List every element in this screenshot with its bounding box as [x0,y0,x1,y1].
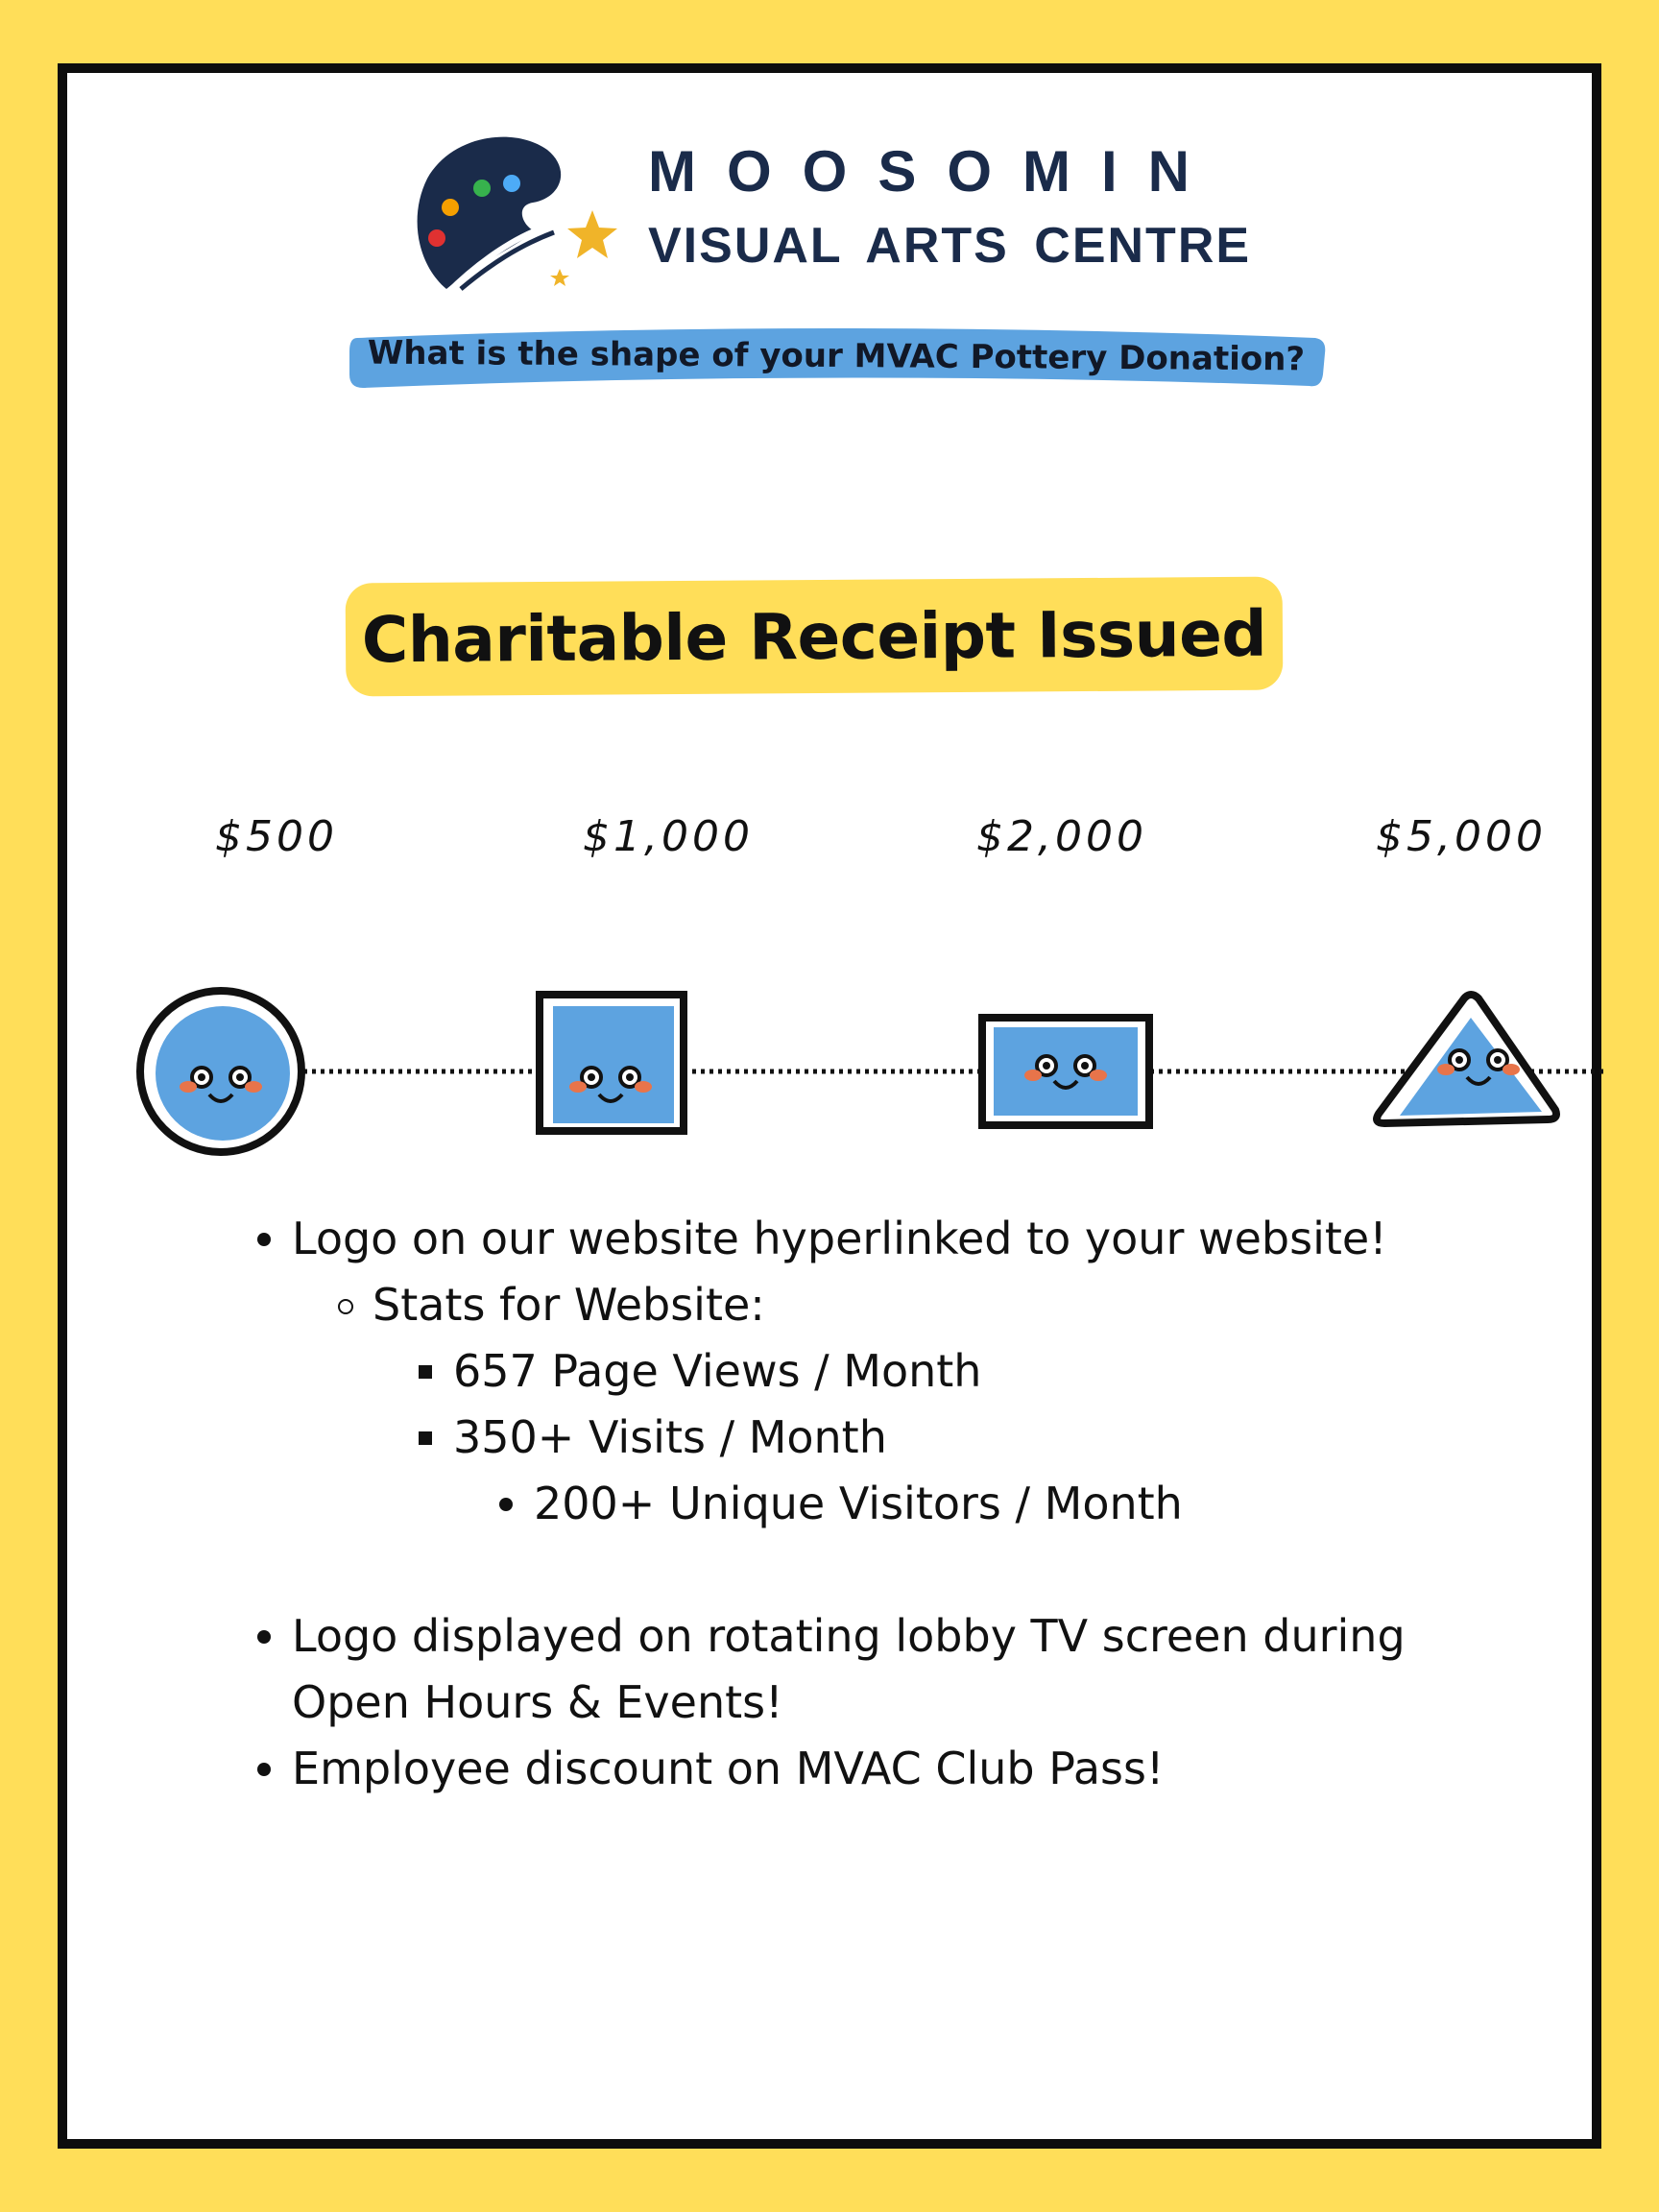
benefit-website: Logo on our website hyperlinked to your website! [292,1213,1387,1264]
bullet-square-icon [419,1431,432,1445]
list-item [230,1272,1479,1338]
bullet-square-icon [419,1365,432,1379]
tier-amount-2000: $2,000 [976,812,1147,861]
benefit-employee: Employee discount on MVAC Club Pass! [292,1743,1165,1794]
tagline-text: What is the shape of your MVAC Pottery Donation? [367,333,1306,379]
list-item-continuation [230,1670,1479,1736]
receipt-heading: Charitable Receipt Issued [361,596,1267,677]
list-item [230,1405,1479,1471]
triangle-shape-icon [1377,995,1556,1123]
rectangle-shape-icon [982,1018,1149,1125]
bullet-disc-icon [257,1763,271,1776]
benefits-list [230,1206,1479,1802]
benefit-unique-visitors: 200+ Unique Visitors / Month [534,1478,1183,1529]
benefit-tv-line1: Logo displayed on rotating lobby TV screen during [292,1610,1406,1662]
tagline-banner [346,325,1327,390]
list-item [230,1338,1479,1405]
benefit-tv-line2: Open Hours & Events! [292,1676,783,1728]
list-item [230,1471,1479,1537]
tier-amount-1000: $1,000 [583,812,754,861]
tier-timeline [125,927,1603,1162]
tier-amount-5000: $5,000 [1376,812,1547,861]
list-item [230,1603,1479,1670]
receipt-heading-pill [346,577,1284,697]
tier-amount-500: $500 [215,812,338,861]
list-item [230,1206,1479,1272]
bullet-circle-icon [338,1299,353,1314]
bullet-disc-icon [257,1233,271,1246]
flyer-panel [58,63,1601,2149]
square-shape-icon [540,995,684,1131]
list-item [230,1736,1479,1802]
logo-subtitle: VISUAL ARTS CENTRE [648,218,1252,274]
benefit-stats-heading: Stats for Website: [373,1279,765,1331]
benefit-visits: 350+ Visits / Month [453,1411,887,1463]
logo-title: MOOSOMIN [648,139,1220,204]
circle-shape-icon [140,991,301,1152]
bullet-disc-icon [499,1498,513,1511]
benefit-page-views: 657 Page Views / Month [453,1345,982,1397]
bullet-disc-icon [257,1630,271,1644]
